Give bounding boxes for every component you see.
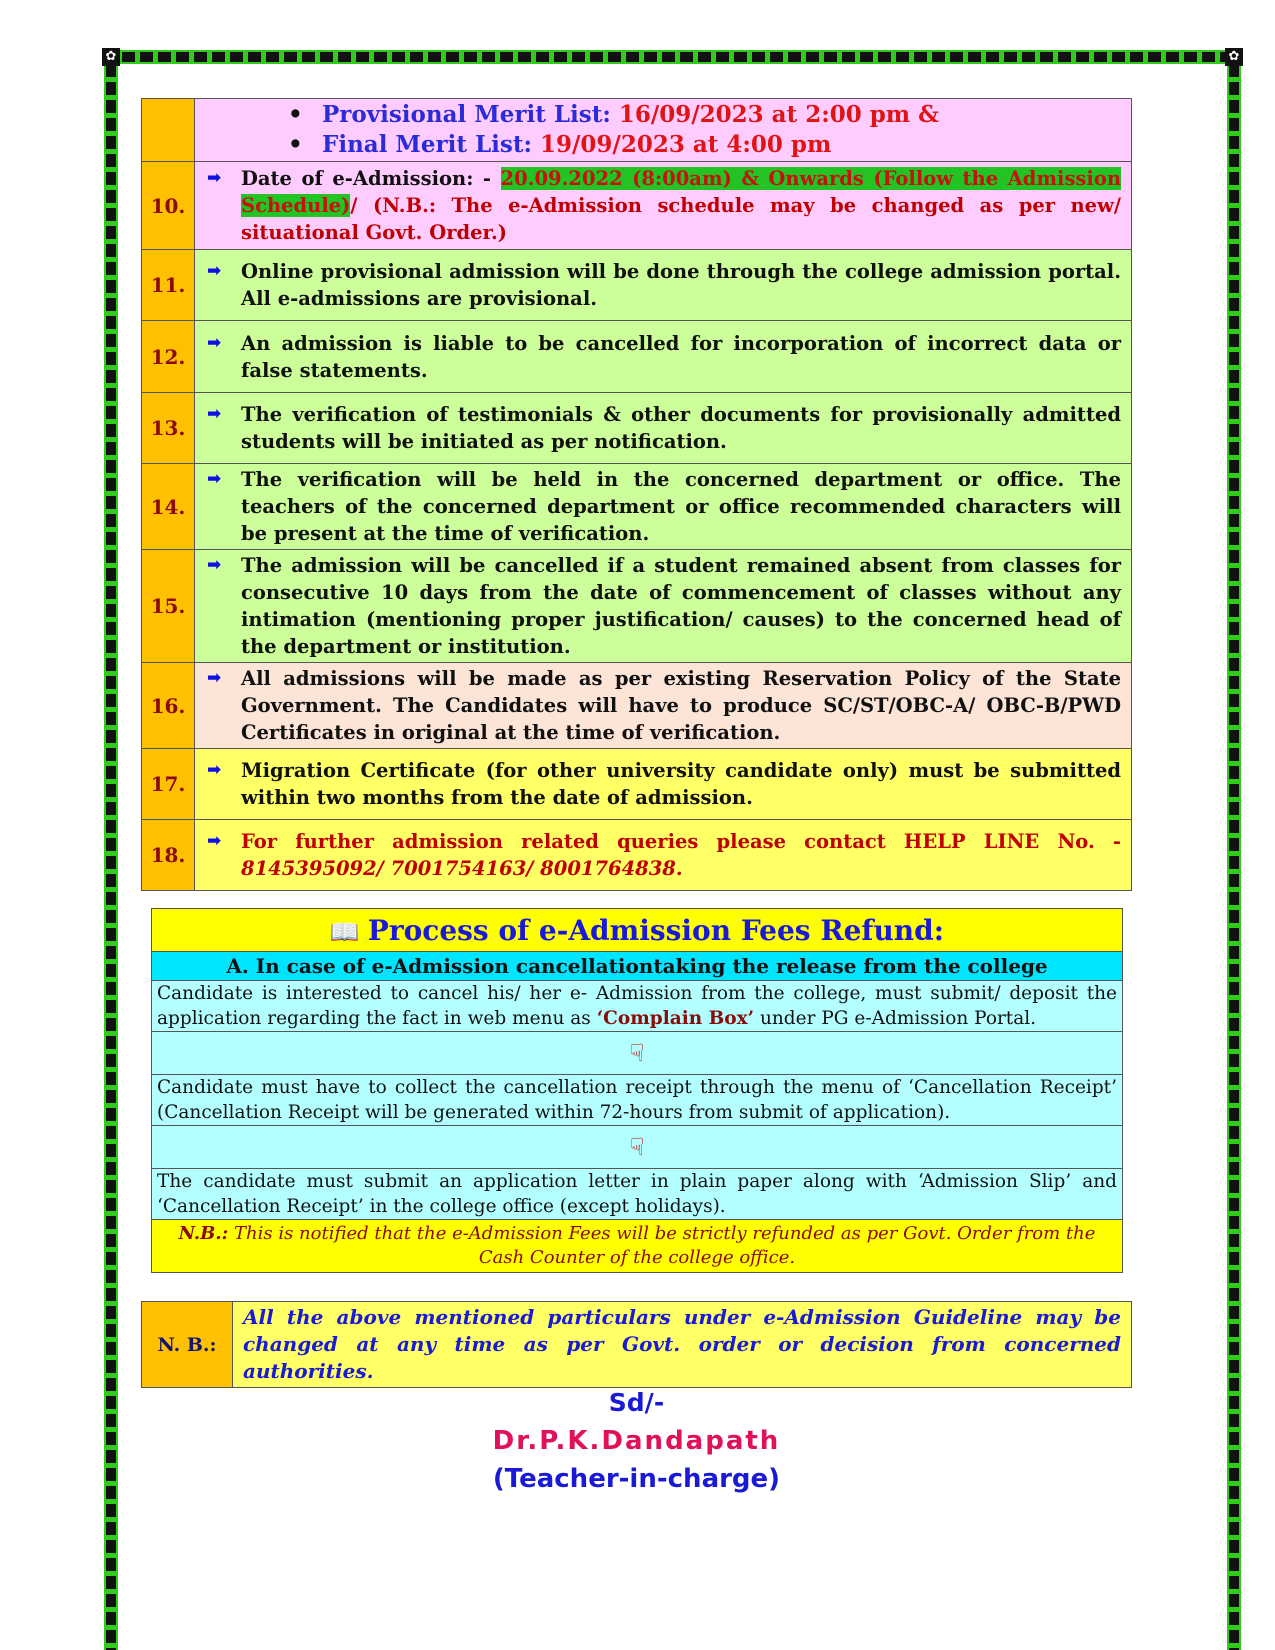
row-text: Migration Certificate (for other university candidate only) must be submitted within two months from the date of admission. [241, 759, 1121, 809]
row-content [195, 464, 1132, 550]
row-number: 15. [142, 550, 195, 663]
pointing-down-hand-icon: ☟ [152, 1032, 1123, 1075]
corner-ornament-icon: ✿ [1225, 48, 1243, 66]
row-number: 11. [142, 250, 195, 321]
admission-date-label: Date of e-Admission: - [241, 167, 501, 190]
row-content [195, 250, 1132, 321]
refund-step-1: Candidate is interested to cancel his/ her e- Admission from the college, must submit/ deposit the application regarding the fact in web menu as ‘Complain Box’ under PG e-Admission Portal. [152, 981, 1123, 1032]
arrow-right-icon: ➡ [207, 668, 222, 688]
refund-note: N.B.: This is notified that the e-Admission Fees will be strictly refunded as per Govt. Order from the Cash Counter of the college office. [152, 1220, 1123, 1273]
row-number: 16. [142, 663, 195, 749]
table-row [142, 250, 1132, 321]
final-merit-label: Final Merit List: [322, 131, 532, 158]
row-number [142, 99, 195, 162]
general-note [141, 1301, 1132, 1388]
row-content [195, 663, 1132, 749]
row-content [195, 393, 1132, 464]
row-number: 10. [142, 162, 195, 250]
arrow-right-icon: ➡ [207, 831, 222, 851]
arrow-right-icon: ➡ [207, 332, 222, 353]
arrow-right-icon: ➡ [207, 555, 222, 575]
arrow-right-icon: ➡ [207, 469, 222, 489]
refund-title [152, 909, 1123, 952]
table-row [142, 99, 1132, 162]
row-number: 17. [142, 749, 195, 820]
helpline-numbers: 8145395092/ 7001754163/ 8001764838. [241, 857, 683, 880]
table-row [142, 663, 1132, 749]
guideline-table [141, 98, 1132, 891]
refund-title-text: Process of e-Admission Fees Refund: [367, 913, 945, 947]
list-item [322, 100, 1121, 130]
row-text: All admissions will be made as per existing Reservation Policy of the State Government. The Candidates will have to produce SC/ST/OBC-A/ OBC-B/PWD Certificates in original at the time of verification. [241, 667, 1121, 744]
corner-ornament-icon: ✿ [102, 48, 120, 66]
signatory-designation: (Teacher-in-charge) [492, 1464, 781, 1494]
table-row [142, 820, 1132, 891]
row-content [195, 820, 1132, 891]
helpline-text: For further admission related queries please contact HELP LINE No. - [241, 830, 1121, 853]
row-number: 13. [142, 393, 195, 464]
row-text: The verification of testimonials & other documents for provisionally admitted students will be initiated as per notification. [241, 403, 1121, 453]
refund-step-2: Candidate must have to collect the cancellation receipt through the menu of ‘Cancellation Receipt’ (Cancellation Receipt will be generated within 72-hours from submit of application). [152, 1075, 1123, 1126]
page-border-top [104, 50, 1241, 64]
note-label: N. B.: [142, 1302, 233, 1388]
row-text: Online provisional admission will be done through the college admission portal. All e-admissions are provisional. [241, 260, 1121, 310]
row-number: 12. [142, 321, 195, 393]
row-content [195, 99, 1132, 162]
complain-box-label: ‘Complain Box’ [596, 1008, 755, 1029]
arrow-right-icon: ➡ [207, 760, 222, 780]
row-text: An admission is liable to be cancelled for incorporation of incorrect data or false statements. [241, 331, 1121, 382]
provisional-merit-label: Provisional Merit List: [322, 101, 611, 128]
table-row [142, 393, 1132, 464]
refund-subtitle: A. In case of e-Admission cancellationtaking the release from the college [152, 952, 1123, 981]
final-merit-date: 19/09/2023 at 4:00 pm [540, 131, 832, 158]
row-content [195, 321, 1132, 393]
refund-process-box [151, 908, 1123, 1273]
pointing-down-hand-icon: ☟ [152, 1126, 1123, 1169]
table-row [142, 464, 1132, 550]
row-content [195, 550, 1132, 663]
page-border-left [104, 64, 118, 1650]
page-border-right [1227, 64, 1241, 1650]
row-text: The admission will be cancelled if a student remained absent from classes for consecutive 10 days from the date of commencement of classes without any intimation (mentioning proper justification/ causes) to the concerned head of the department or institution. [241, 554, 1121, 658]
admission-date-value: 20.09.2022 (8:00am) & Onwards (Follow the Admission Schedule) [241, 167, 1121, 217]
row-content [195, 162, 1132, 250]
row-content [195, 749, 1132, 820]
note-text: All the above mentioned particulars under e-Admission Guideline may be changed at any time as per Govt. order or decision from concerned authorities. [233, 1302, 1132, 1388]
table-row [142, 550, 1132, 663]
open-book-icon: 📖 [329, 916, 360, 946]
arrow-right-icon: ➡ [207, 404, 222, 424]
table-row [142, 162, 1132, 250]
row-number: 14. [142, 464, 195, 550]
admission-date-note: / (N.B.: The e-Admission schedule may be changed as per new/ situational Govt. Order.) [241, 194, 1121, 244]
arrow-right-icon: ➡ [207, 261, 222, 281]
provisional-merit-date: 16/09/2023 at 2:00 pm & [618, 101, 939, 128]
signatory-name: Dr.P.K.Dandapath [492, 1426, 781, 1456]
refund-step-3: The candidate must submit an application letter in plain paper along with ‘Admission Slip’ and ‘Cancellation Receipt’ in the college office (except holidays). [152, 1169, 1123, 1220]
table-row [142, 749, 1132, 820]
row-text: The verification will be held in the concerned department or office. The teachers of the concerned department or office recommended characters will be present at the time of verification. [241, 468, 1121, 545]
table-row [142, 321, 1132, 393]
merit-list-dates [207, 100, 1121, 160]
arrow-right-icon: ➡ [207, 168, 222, 188]
row-number: 18. [142, 820, 195, 891]
signature-mark: Sd/- [608, 1388, 665, 1417]
list-item [322, 130, 1121, 160]
